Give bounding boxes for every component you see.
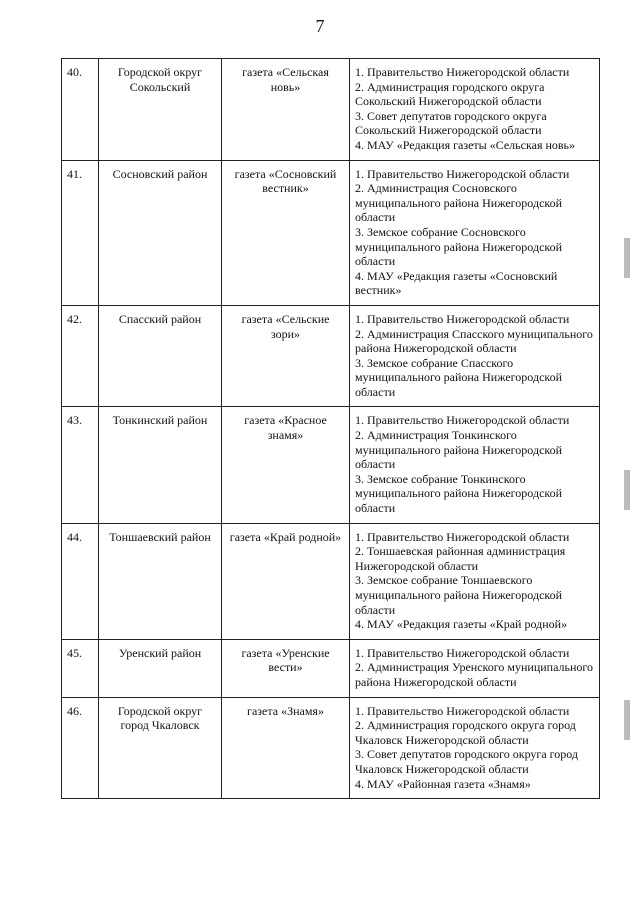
row-number: 44. [62,523,99,639]
row-number: 40. [62,59,99,161]
founder-entry: 2. Администрация городского округа город Чкаловск Нижегородской области [355,718,576,747]
newspaper-name: газета «Сельские зори» [222,305,350,407]
row-number: 43. [62,407,99,523]
founder-entry: 1. Правительство Нижегородской области [355,65,570,79]
table-row [62,523,600,639]
newspaper-name: газета «Уренские вести» [222,639,350,697]
founder-entry: 3. Земское собрание Сосновского муниципального района Нижегородской области [355,224,563,269]
newspaper-name: газета «Сосновский вестник» [222,160,350,305]
table-body [62,59,600,799]
founder-entry: 1. Правительство Нижегородской области [355,703,570,718]
district-name: Тоншаевский район [99,523,222,639]
founder-entry: 2. Администрация Тонкинского муниципального района Нижегородской области [355,428,563,472]
founders-cell [350,639,600,697]
founder-entry: 3. Совет депутатов городского округа Сокольский Нижегородской области [355,108,547,138]
page-number: 7 [315,16,325,36]
table-row [62,305,600,407]
table-row [62,160,600,305]
newspaper-name: газета «Сельская новь» [222,59,350,161]
row-number: 46. [62,697,99,799]
founder-entry: 2. Тоншаевская районная администрация Нижегородской области [355,544,566,573]
scan-artifact [624,700,630,740]
founder-entry: 4. МАУ «Редакция газеты «Край родной» [355,617,568,632]
newspaper-name: газета «Край родной» [222,523,350,639]
founders-cell [350,407,600,523]
table-row [62,697,600,799]
founder-entry: 1. Правительство Нижегородской области [355,529,570,544]
founder-entry: 2. Администрация Сосновского муниципального района Нижегородской области [355,181,563,225]
founder-entry: 4. МАУ «Районная газета «Знамя» [355,776,531,791]
row-number: 41. [62,160,99,305]
district-name: Тонкинский район [99,407,222,523]
district-name: Городской округ Сокольский [99,59,222,161]
table-row [62,639,600,697]
district-name: Городской округ город Чкаловск [99,697,222,799]
scan-artifact [624,238,630,278]
founders-cell [350,523,600,639]
newspaper-registry-table [61,58,600,799]
founder-entry: 4. МАУ «Редакция газеты «Сельская новь» [355,137,576,152]
founder-entry: 2. Администрация городского округа Сокольский Нижегородской области [355,79,545,109]
district-name: Сосновский район [99,160,222,305]
founder-entry: 2. Администрация Спасского муниципального района Нижегородской области [355,326,593,356]
district-name: Спасский район [99,305,222,407]
founder-entry: 3. Земское собрание Тонкинского муниципального района Нижегородской области [355,471,563,516]
founder-entry: 1. Правительство Нижегородской области [355,311,570,326]
founders-cell [350,697,600,799]
founders-cell [350,160,600,305]
table-row [62,407,600,523]
founder-entry: 3. Совет депутатов городского округа город Чкаловск Нижегородской области [355,747,579,776]
founder-entry: 1. Правительство Нижегородской области [355,166,570,181]
district-name: Уренский район [99,639,222,697]
founder-entry: 4. МАУ «Редакция газеты «Сосновский вестник» [355,268,558,298]
founder-entry: 3. Земское собрание Спасского муниципального района Нижегородской области [355,355,563,399]
scan-artifact [624,470,630,510]
newspaper-name: газета «Знамя» [222,697,350,799]
founder-entry: 1. Правительство Нижегородской области [355,413,570,428]
founders-cell [350,305,600,407]
founders-cell [350,59,600,161]
founder-entry: 1. Правительство Нижегородской области [355,645,570,660]
row-number: 42. [62,305,99,407]
founder-entry: 3. Земское собрание Тоншаевского муниципального района Нижегородской области [355,573,563,617]
founder-entry: 2. Администрация Уренского муниципального района Нижегородской области [355,660,594,689]
newspaper-name: газета «Красное знамя» [222,407,350,523]
row-number: 45. [62,639,99,697]
table-row [62,59,600,161]
